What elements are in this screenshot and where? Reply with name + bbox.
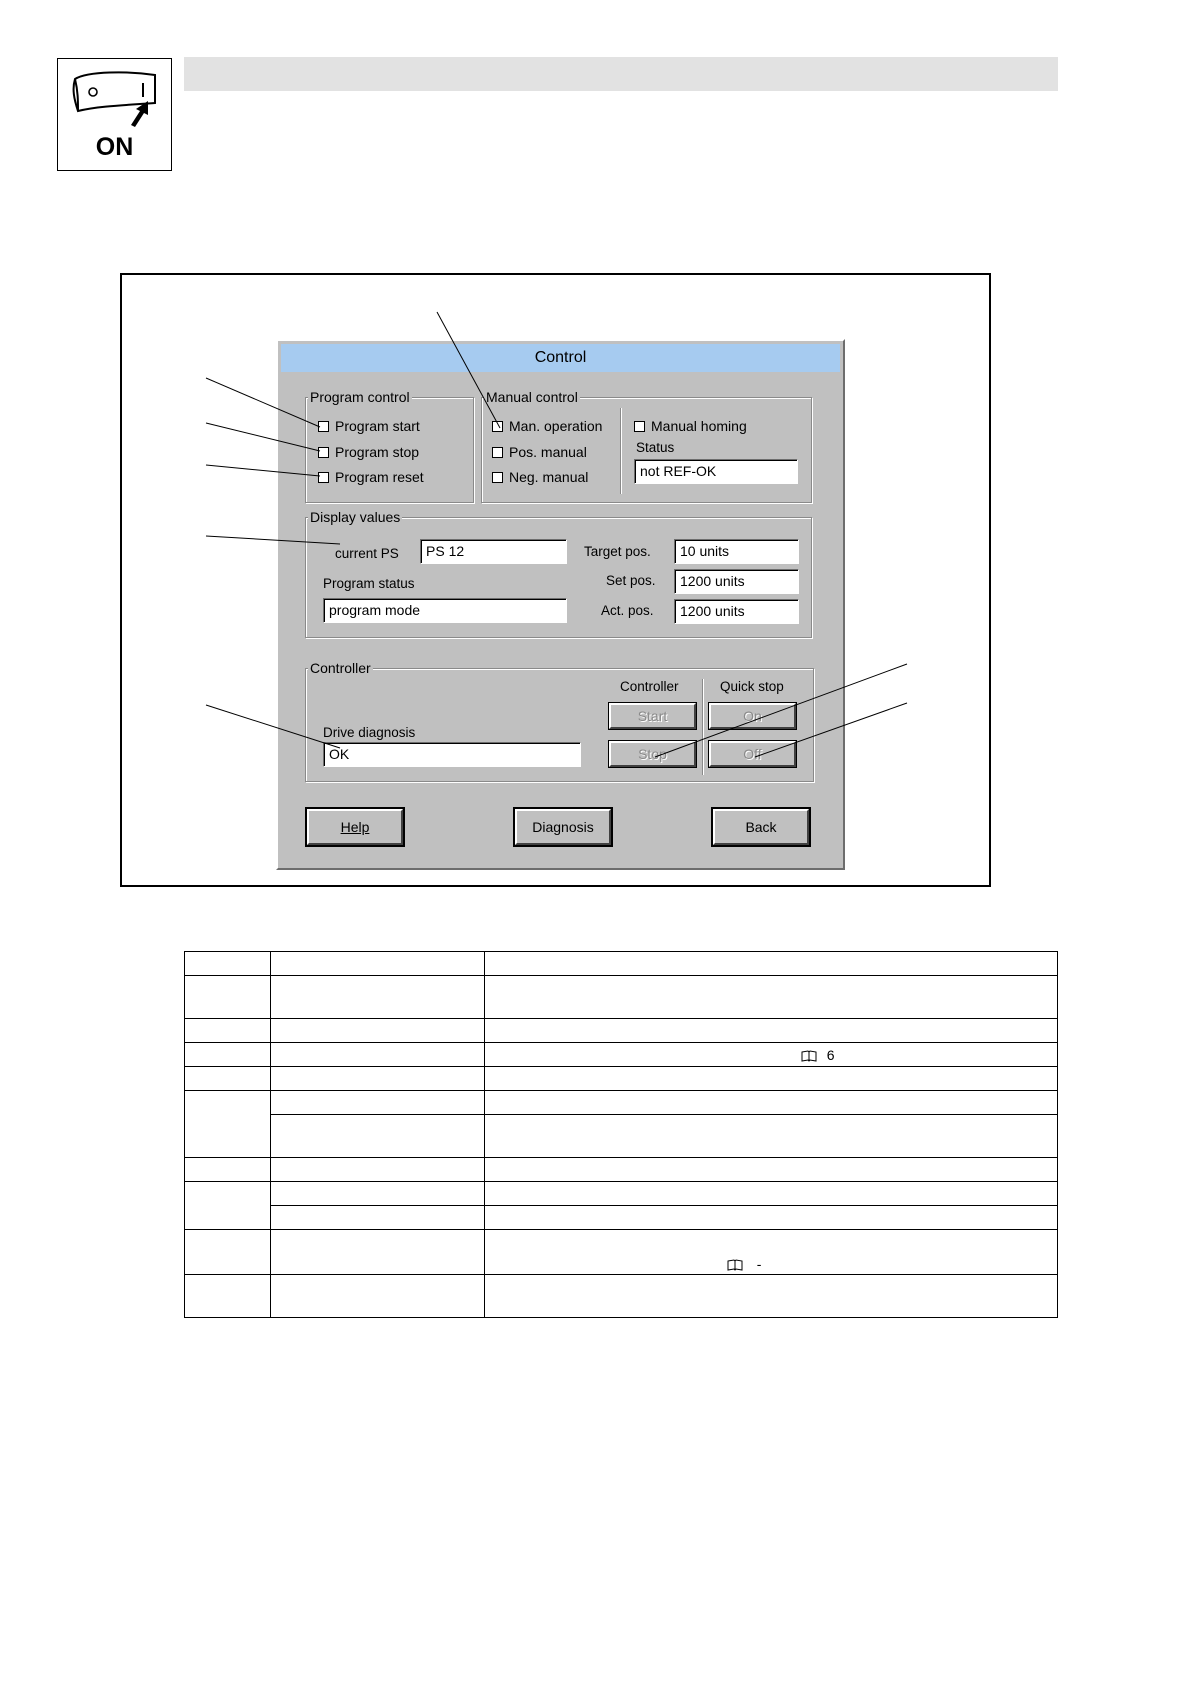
quick-stop-off-button[interactable]: Off: [709, 741, 796, 767]
callout-line-program-start: [206, 378, 320, 427]
set-pos-field: 1200 units: [674, 569, 799, 594]
current-ps-label: current PS: [335, 546, 399, 561]
manual-homing-label: Manual homing: [651, 418, 747, 434]
callout-line-drive-diagnosis: [206, 705, 340, 748]
quick-stop-label: Quick stop: [720, 679, 784, 694]
table-row: [185, 1067, 1058, 1091]
callout-line-man-operation: [437, 312, 500, 428]
program-stop-label: Program stop: [335, 444, 420, 460]
controller-title: Controller: [310, 660, 371, 676]
status-field: not REF-OK: [634, 459, 798, 484]
callout-line-program-stop: [206, 423, 320, 451]
controller-stop-button[interactable]: Stop: [609, 741, 696, 767]
target-pos-field: 10 units: [674, 539, 799, 564]
table-row: [185, 1043, 1058, 1067]
table-row: [185, 1275, 1058, 1318]
callout-line-quick-stop-off: [755, 703, 907, 757]
display-values-title: Display values: [310, 509, 401, 525]
act-pos-field: 1200 units: [674, 599, 799, 624]
callout-line-program-reset: [206, 465, 320, 476]
drive-diagnosis-label: Drive diagnosis: [323, 725, 416, 740]
table-row: [185, 1206, 1058, 1230]
diagnosis-button[interactable]: Diagnosis: [515, 809, 611, 845]
controller-label: Controller: [620, 679, 679, 694]
program-control-title: Program control: [310, 389, 410, 405]
book-reference: -: [756, 1256, 762, 1272]
program-start-label: Program start: [335, 418, 420, 434]
controller-start-button[interactable]: Start: [609, 703, 696, 729]
table-row: [185, 1182, 1058, 1206]
dialog-title: Control: [281, 344, 840, 372]
table-row: [185, 952, 1058, 976]
pos-manual-label: Pos. manual: [509, 444, 587, 460]
table-row: [185, 1230, 1058, 1275]
current-ps-field: PS 12: [420, 539, 567, 564]
act-pos-label: Act. pos.: [601, 603, 654, 618]
neg-manual-label: Neg. manual: [509, 469, 589, 485]
man-operation-label: Man. operation: [509, 418, 603, 434]
book-icon: [801, 1050, 817, 1062]
drive-diagnosis-field: OK: [323, 742, 581, 767]
table-row: [185, 1158, 1058, 1182]
status-label: Status: [636, 440, 675, 455]
help-button-label: Help: [340, 819, 370, 835]
legend-table: [184, 951, 1058, 1318]
program-status-field: program mode: [323, 598, 567, 623]
table-row: [185, 1115, 1058, 1158]
book-icon: [727, 1259, 743, 1271]
target-pos-label: Target pos.: [584, 544, 651, 559]
table-row: [185, 1091, 1058, 1115]
manual-control-title: Manual control: [486, 389, 578, 405]
quick-stop-on-button[interactable]: On: [709, 703, 796, 729]
set-pos-label: Set pos.: [606, 573, 656, 588]
on-label: ON: [95, 133, 134, 161]
table-row: [185, 1019, 1058, 1043]
program-reset-label: Program reset: [335, 469, 424, 485]
program-status-label: Program status: [323, 576, 415, 591]
table-row: [185, 976, 1058, 1019]
back-button[interactable]: Back: [713, 809, 809, 845]
callout-line-display-values: [206, 536, 340, 544]
book-reference: 6: [826, 1046, 835, 1063]
callout-line-controller-stop: [655, 664, 907, 757]
